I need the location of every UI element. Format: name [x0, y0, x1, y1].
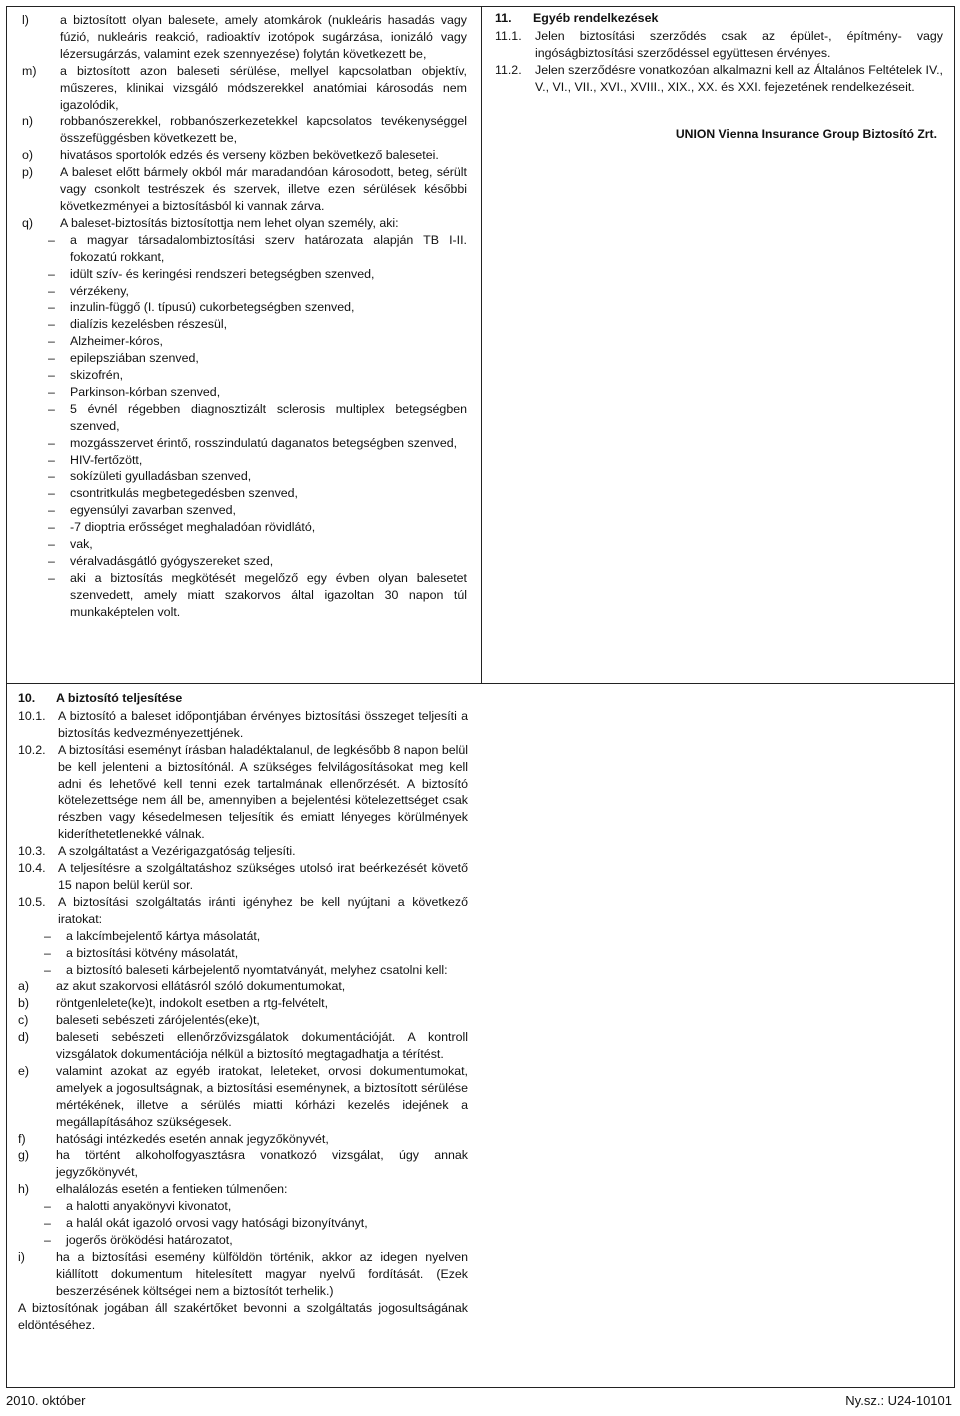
document-item	[18, 1131, 468, 1148]
dash-item-marker: –	[48, 401, 55, 416]
exclusion-item-text: a biztosított olyan balesete, amely atomkárok (nukleáris hasadás vagy fúzió, nukleáris reakció, radioaktív izotópok sugárzása, ionizáló vagy lézersugárzás, valamint ezek szennyezése) folytán következett be,	[60, 13, 467, 61]
dash-item	[22, 435, 467, 452]
dash-item	[18, 962, 468, 979]
dash-item	[22, 384, 467, 401]
exclusion-item-text: A baleset előtt bármely okból már maradandóan károsodott, beteg, sérült vagy csonkolt testrészek és szervek, illetve ezen sérülések későbbi következményei a biztosításból ki vannak zárva.	[60, 165, 467, 213]
insurer-performance-column	[18, 690, 468, 1333]
section-number: 11.	[495, 11, 512, 25]
footer-code: Ny.sz.: U24-10101	[845, 1393, 952, 1408]
exclusion-item	[22, 164, 467, 215]
dash-item-marker: –	[48, 317, 55, 332]
document-item-marker: e)	[18, 1063, 30, 1078]
document-item	[18, 1181, 468, 1198]
dash-item	[18, 1232, 468, 1249]
section-title: A biztosító teljesítése	[56, 691, 183, 705]
attachments-list	[18, 978, 468, 1198]
dash-item-marker: –	[48, 435, 55, 450]
dash-item-marker: –	[48, 520, 55, 535]
dash-item	[22, 485, 467, 502]
dash-item-text: sokízületi gyulladásban szenved,	[70, 469, 252, 484]
provision-item	[495, 62, 943, 96]
document-item-text: baleseti sebészeti zárójelentés(eke)t,	[56, 1013, 260, 1028]
dash-item-marker: –	[44, 1199, 51, 1214]
document-item	[18, 1012, 468, 1029]
section-10-items	[18, 708, 468, 928]
dash-item-marker: –	[48, 232, 55, 247]
dash-item-text: Parkinson-kórban szenved,	[70, 384, 221, 399]
dash-item	[22, 553, 467, 570]
performance-item-text: A biztosítási szolgáltatás iránti igényhez be kell nyújtani a következő iratokat:	[58, 894, 468, 926]
performance-item	[18, 894, 468, 928]
dash-item-text: -7 dioptria erősséget meghaladóan rövidlátó,	[70, 520, 316, 535]
exclusions-column	[22, 12, 467, 621]
dash-item-marker: –	[44, 1233, 51, 1247]
dash-item-marker: –	[48, 570, 55, 585]
dash-item-text: dialízis kezelésben részesül,	[70, 317, 228, 332]
document-item-text: ha történt alkoholfogyasztásra vonatkozó vizsgálat, úgy annak jegyzőkönyvét,	[56, 1148, 468, 1180]
document-item-marker: d)	[18, 1030, 30, 1045]
document-item-marker: c)	[18, 1013, 29, 1028]
death-documents-list	[18, 1198, 468, 1249]
document-item	[18, 995, 468, 1012]
dash-item	[22, 536, 467, 553]
dash-item	[22, 316, 467, 333]
dash-item-marker: –	[48, 368, 55, 383]
dash-item-text: inzulin-függő (I. típusú) cukorbetegségben szenved,	[70, 300, 355, 315]
dash-item	[18, 928, 468, 945]
performance-item-marker: 10.3.	[18, 844, 46, 859]
dash-item-text: a lakcímbejelentő kártya másolatát,	[66, 928, 261, 943]
dash-item-text: mozgásszervet érintő, rosszindulatú daganatos betegségben szenved,	[70, 435, 458, 450]
document-item-marker: h)	[18, 1182, 30, 1197]
column-divider	[481, 6, 482, 683]
dash-item	[22, 350, 467, 367]
exclusion-item	[22, 12, 467, 63]
dash-item	[22, 299, 467, 316]
section-divider	[6, 683, 954, 684]
document-item-text: hatósági intézkedés esetén annak jegyzőkönyvét,	[56, 1131, 329, 1146]
dash-item-marker: –	[48, 300, 55, 315]
dash-item-marker: –	[48, 334, 55, 349]
dash-item-text: egyensúlyi zavarban szenved,	[70, 503, 236, 518]
dash-item	[18, 1198, 468, 1215]
dash-item-marker: –	[48, 469, 55, 484]
dash-item	[22, 452, 467, 469]
dash-item-text: vak,	[70, 537, 93, 552]
document-item	[18, 1147, 468, 1181]
dash-item-text: Alzheimer-kóros,	[70, 334, 163, 349]
document-item-text: röntgenlelete(ke)t, indokolt esetben a rtg-felvételt,	[56, 996, 329, 1011]
dash-item-text: epilepsziában szenved,	[70, 351, 199, 366]
document-item-marker: i)	[18, 1249, 25, 1264]
dash-item-text: vérzékeny,	[70, 283, 129, 298]
company-signature: UNION Vienna Insurance Group Biztosító Zrt.	[675, 126, 937, 141]
exclusion-list	[22, 12, 467, 232]
document-item-marker: g)	[18, 1148, 30, 1163]
section-11-heading	[495, 10, 943, 27]
dash-item-text: 5 évnél régebben diagnosztizált sclerosis multiplex betegségben szenved,	[70, 401, 467, 433]
exclusion-item-marker: p)	[22, 165, 34, 180]
dash-item-text: jogerős öröködési határozatot,	[66, 1233, 233, 1247]
exclusion-item	[22, 215, 467, 232]
dash-item-text: a biztosító baleseti kárbejelentő nyomtatványát, melyhez csatolni kell:	[66, 962, 448, 977]
dash-item-marker: –	[48, 452, 55, 467]
dash-item	[22, 232, 467, 266]
performance-item-text: A biztosítási eseményt írásban haladéktalanul, de legkésőbb 8 napon belül be kell jelenteni a biztosítónál. A szükséges felvilágosításokat meg kell adni és lehetővé kell tenni ezek tartalmának ellenőrzését. A biztosító kötelezettsége nem áll be, amennyiben a bejelentési kötelezettséget csak részben vagy késedelmesen teljesítik és emiatt lényeges körülmények kideríthetetlenekké válnak.	[58, 742, 468, 842]
document-item-text: ha a biztosítási esemény külföldön történik, akkor az idegen nyelven kiállított dokumentum hitelesített magyar nyelvű fordítását. (Ezek beszerzésének költségei nem a biztosítót terhelik.)	[56, 1249, 468, 1298]
performance-item-marker: 10.1.	[18, 708, 46, 723]
document-item	[18, 1063, 468, 1131]
performance-item-marker: 10.2.	[18, 742, 46, 757]
document-item-text: valamint azokat az egyéb iratokat, leleteket, orvosi dokumentumokat, amelyek a jogosultságnak, a biztosítási eseménynek, a biztosított sérülése mértékének, illetve a sérülés miatti kórházi kezelés idejének a megállapításához szükségesek.	[56, 1063, 468, 1129]
document-item-marker: b)	[18, 996, 30, 1011]
dash-item-text: skizofrén,	[70, 368, 124, 383]
dash-item-marker: –	[48, 486, 55, 501]
exclusion-item-text: a biztosított azon baleseti sérülése, mellyel kapcsolatban objektív, műszeres, klinikai vizsgáló módszerekkel anatómiai károsodás nem igazolódik,	[60, 63, 467, 112]
dash-item-text: véralvadásgátló gyógyszereket szed,	[70, 554, 274, 568]
performance-item	[18, 742, 468, 843]
closing-paragraph: A biztosítónak jogában áll szakértőket bevonni a szolgáltatás jogosultságának eldöntéséhez.	[18, 1300, 468, 1332]
document-item-marker: a)	[18, 979, 30, 994]
dash-item-marker: –	[48, 384, 55, 399]
dash-item	[22, 570, 467, 621]
dash-item-text: idült szív- és keringési rendszeri betegségben szenved,	[70, 266, 375, 281]
dash-item-text: aki a biztosítás megkötését megelőző egy évben olyan balesetet szenvedett, amely miatt szakorvos által igazoltan 30 napon túl munkaképtelen volt.	[70, 570, 467, 619]
document-item	[18, 1029, 468, 1063]
section-10-heading	[18, 690, 468, 707]
exclusion-item-marker: l)	[22, 13, 29, 27]
dash-item	[22, 283, 467, 300]
dash-item	[22, 502, 467, 519]
dash-item-text: a halál okát igazoló orvosi vagy hatósági bizonyítványt,	[66, 1216, 368, 1231]
exclusion-item-text: A baleset-biztosítás biztosítottja nem lehet olyan személy, aki:	[60, 215, 399, 230]
exclusion-item-marker: o)	[22, 148, 34, 163]
dash-item	[22, 367, 467, 384]
document-item	[18, 978, 468, 995]
dash-item-marker: –	[44, 945, 51, 960]
foreign-documents-list	[18, 1249, 468, 1300]
dash-item	[22, 266, 467, 283]
dash-item-marker: –	[48, 537, 55, 552]
performance-item-marker: 10.4.	[18, 861, 46, 876]
dash-item	[22, 401, 467, 435]
provision-item-text: Jelen biztosítási szerződés csak az épület-, építmény- vagy ingóságbiztosítási szerződéssel együttesen érvényes.	[535, 28, 943, 60]
performance-item	[18, 843, 468, 860]
document-item	[18, 1249, 468, 1300]
dash-item-marker: –	[48, 554, 55, 568]
performance-item-text: A szolgáltatást a Vezérigazgatóság teljesíti.	[58, 844, 296, 859]
exclusion-item-text: robbanószerekkel, robbanószerkezetekkel kapcsolatos tevékenységgel összefüggésben következett be,	[60, 114, 467, 146]
dash-item-marker: –	[44, 962, 51, 977]
section-number: 10.	[18, 691, 36, 705]
performance-item-text: A biztosító a baleset időpontjában érvényes biztosítási összeget teljesíti a biztosítás kedvezményezettjének.	[58, 708, 468, 740]
dash-item	[22, 468, 467, 485]
dash-item	[22, 519, 467, 536]
section-title: Egyéb rendelkezések	[533, 11, 659, 25]
provision-item	[495, 28, 943, 62]
dash-item	[22, 333, 467, 350]
exclusion-item-text: hivatásos sportolók edzés és verseny közben bekövetkező balesetei.	[60, 148, 439, 163]
dash-item-marker: –	[48, 351, 55, 366]
document-item-text: az akut szakorvosi ellátásról szóló dokumentumokat,	[56, 979, 346, 994]
exclusion-item	[22, 147, 467, 164]
exclusion-item-marker: n)	[22, 114, 34, 129]
exclusion-item-marker: q)	[22, 215, 34, 230]
provision-item-marker: 11.1.	[495, 28, 522, 43]
performance-item	[18, 860, 468, 894]
exclusion-item	[22, 113, 467, 147]
dash-item-text: HIV-fertőzött,	[70, 452, 143, 467]
dash-item	[18, 1215, 468, 1232]
provision-item-marker: 11.2.	[495, 62, 522, 77]
performance-item-marker: 10.5.	[18, 894, 46, 909]
provision-item-text: Jelen szerződésre vonatkozóan alkalmazni kell az Általános Feltételek IV., V., VI., VII., XVI., XVIII., XIX., XX. és XXI. fejezetének rendelkezéseit.	[535, 62, 943, 94]
dash-item-marker: –	[48, 283, 55, 298]
dash-item-text: a halotti anyakönyvi kivonatot,	[66, 1199, 232, 1214]
dash-item-text: a biztosítási kötvény másolatát,	[66, 945, 239, 960]
required-documents-list	[18, 928, 468, 979]
exclusion-item	[22, 63, 467, 114]
exclusion-item-marker: m)	[22, 63, 37, 78]
excluded-persons-list	[22, 232, 467, 621]
dash-item-marker: –	[44, 928, 51, 943]
document-item-marker: f)	[18, 1131, 26, 1146]
performance-item	[18, 708, 468, 742]
document-item-text: baleseti sebészeti ellenőrzővizsgálatok dokumentációját. A kontroll vizsgálatok dokumentációja nélkül a biztosító megtagadhatja a térítést.	[56, 1030, 468, 1062]
section-11-items	[495, 28, 943, 96]
footer-date: 2010. október	[6, 1393, 86, 1408]
dash-item-text: a magyar társadalombiztosítási szerv határozata alapján TB I-II. fokozatú rokkant,	[70, 232, 467, 264]
performance-item-text: A teljesítésre a szolgáltatáshoz szükséges utolsó irat beérkezését követő 15 napon belül kerül sor.	[58, 861, 468, 892]
dash-item	[18, 945, 468, 962]
dash-item-marker: –	[44, 1216, 51, 1231]
dash-item-marker: –	[48, 503, 55, 518]
dash-item-marker: –	[48, 266, 55, 281]
dash-item-text: csontritkulás megbetegedésben szenved,	[70, 486, 298, 501]
other-provisions-column	[495, 10, 943, 142]
document-item-text: elhalálozás esetén a fentieken túlmenően:	[56, 1182, 288, 1197]
